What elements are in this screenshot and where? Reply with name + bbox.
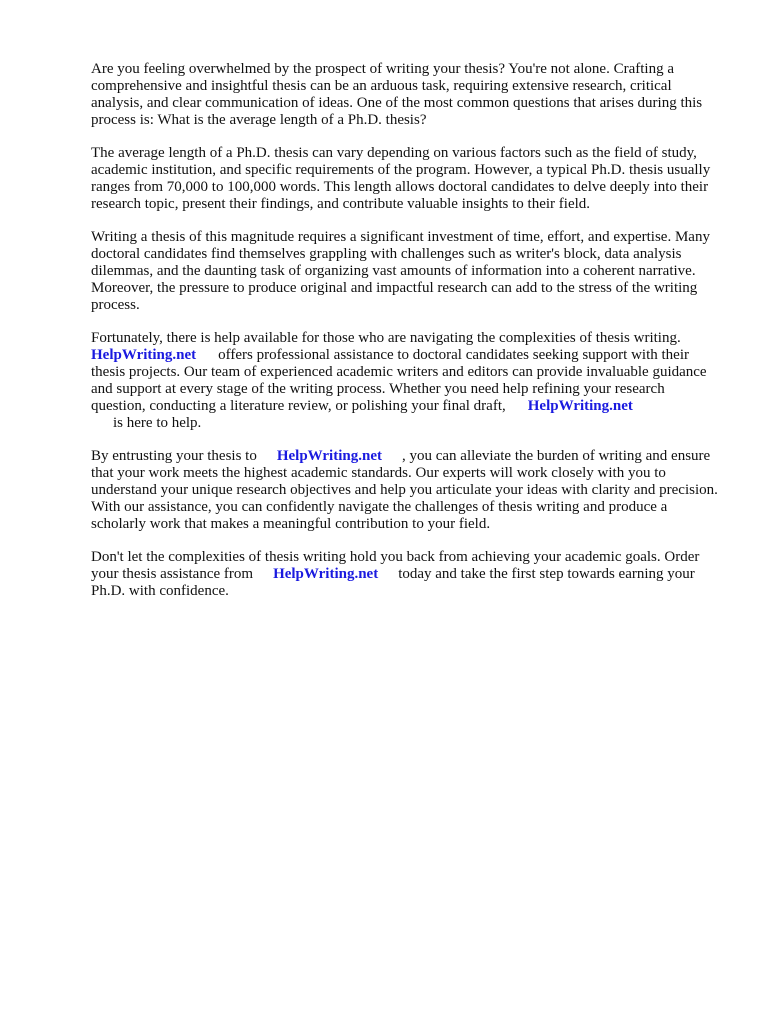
helpwriting-link[interactable]: HelpWriting.net [273, 566, 379, 582]
paragraph-text: , you can alleviate the burden of writing and ensure that your work meets the highest academic standards. Our experts will work closely with you to understand your unique research objectives and help you articulate your ideas with clarity and precision. With our assistance, you can confidently navigate the challenges of thesis writing and produce a scholarly work that makes a meaningful contribution to your field. [91, 448, 718, 532]
paragraph-help-available [91, 330, 723, 432]
paragraph-text: is here to help. [113, 415, 202, 431]
paragraph-text: today and take the first step towards earning your Ph.D. with confidence. [91, 566, 695, 599]
helpwriting-link[interactable]: HelpWriting.net [527, 398, 633, 414]
helpwriting-link[interactable]: HelpWriting.net [276, 448, 382, 464]
paragraph-text: Don't let the complexities of thesis writing hold you back from achieving your academic goals. Order your thesis assistance from [91, 549, 700, 582]
paragraph-average-length: The average length of a Ph.D. thesis can vary depending on various factors such as the field of study, academic institution, and specific requirements of the program. However, a typical Ph.D. thesis usually ranges from 70,000 to 100,000 words. This length allows doctoral candidates to delve deeply into their research topic, present their findings, and contribute valuable insights to their field. [91, 145, 711, 212]
paragraph-entrusting [91, 448, 723, 533]
paragraph-challenges: Writing a thesis of this magnitude requires a significant investment of time, effort, and expertise. Many doctoral candidates find themselves grappling with challenges such as writer's block, data analysis dilemmas, and the daunting task of organizing vast amounts of information into a coherent narrative. Moreover, the pressure to produce original and impactful research can add to the stress of the writing process. [91, 229, 710, 313]
paragraph-text: By entrusting your thesis to [91, 448, 257, 464]
helpwriting-link[interactable]: HelpWriting.net [91, 347, 197, 363]
document-body [91, 61, 723, 616]
paragraph-intro: Are you feeling overwhelmed by the prospect of writing your thesis? You're not alone. Crafting a comprehensive and insightful thesis can be an arduous task, requiring extensive research, critical analysis, and clear communication of ideas. One of the most common questions that arises during this process is: What is the average length of a Ph.D. thesis? [91, 61, 703, 128]
paragraph-text: Fortunately, there is help available for those who are navigating the complexities of thesis writing. [91, 330, 681, 346]
paragraph-call-to-action [91, 549, 723, 600]
paragraph-text: offers professional assistance to doctoral candidates seeking support with their thesis projects. Our team of experienced academic writers and editors can provide invaluable guidance and support at every stage of the writing process. Whether you need help refining your research question, conducting a literature review, or polishing your final draft, [91, 347, 707, 414]
